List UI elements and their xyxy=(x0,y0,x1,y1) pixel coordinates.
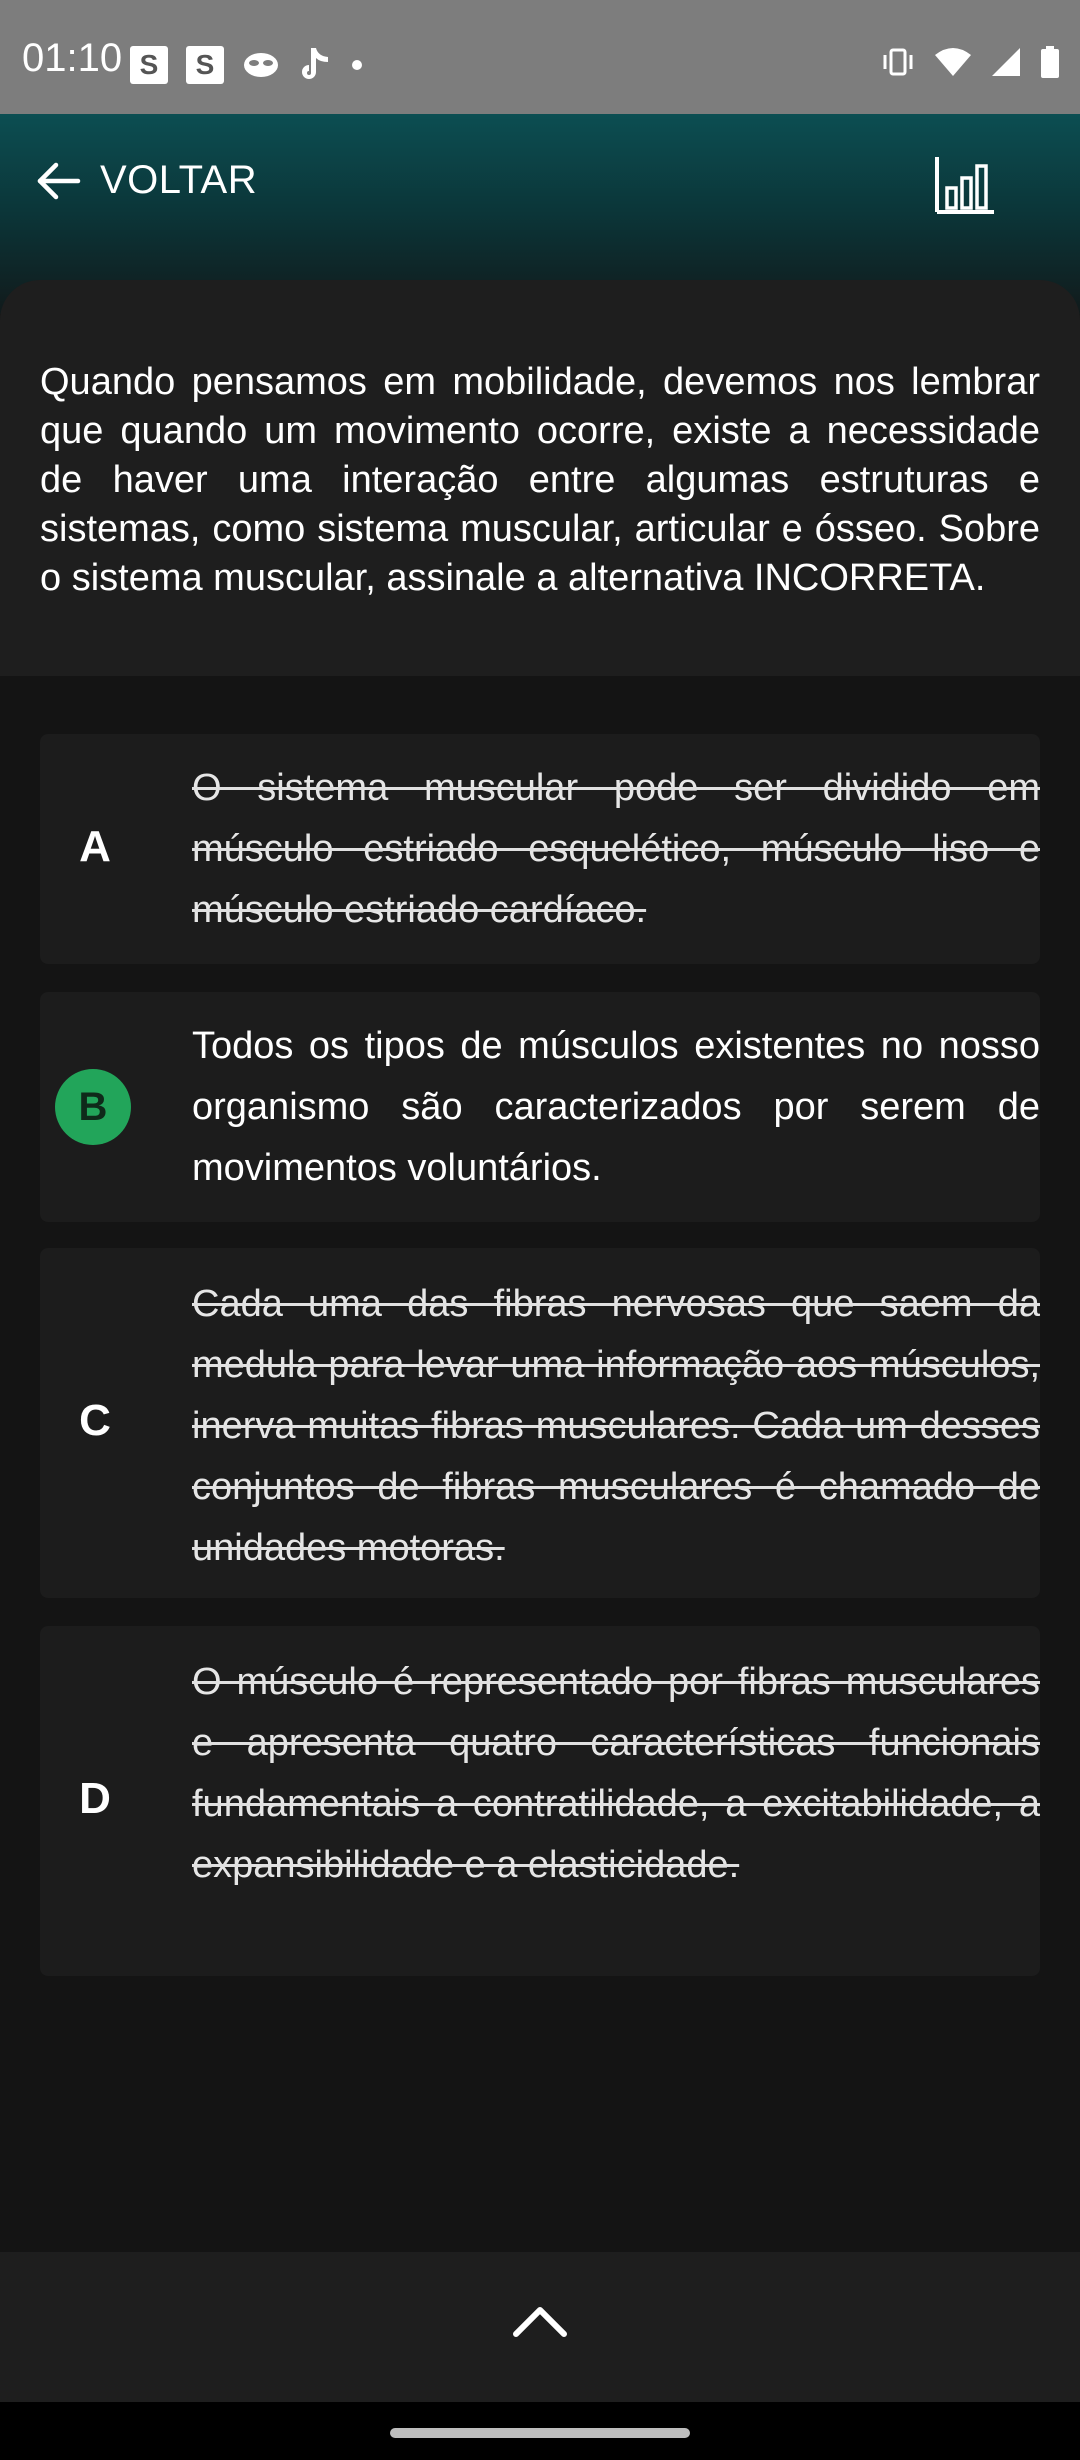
s-app-icon: S xyxy=(130,46,168,84)
option-letter: C xyxy=(79,1396,111,1445)
signal-icon xyxy=(990,47,1022,77)
dot-icon xyxy=(350,58,364,72)
question-card xyxy=(0,280,1080,676)
option-text: Todos os tipos de músculos existentes no nosso organismo são caracterizados por serem de movimentos voluntários. xyxy=(192,1025,1040,1189)
option-text: O sistema muscular pode ser dividido em músculo estriado esquelético, músculo liso e músculo estriado cardíaco. xyxy=(192,767,1040,931)
option-letter-selected-badge: B xyxy=(55,1069,131,1145)
battery-icon xyxy=(1040,46,1060,78)
back-button[interactable] xyxy=(36,158,257,203)
question-text: Quando pensamos em mobilidade, devemos nos lembrar que quando um movimento ocorre, existe a necessidade de haver uma interação entre algumas estruturas e sistemas, como sistema muscular, articular e ósseo. Sobre o sistema muscular, assinale a alternativa INCORRETA. xyxy=(40,361,1040,599)
arrow-left-icon xyxy=(36,161,82,201)
option-a[interactable] xyxy=(40,734,1040,964)
status-time: 01:10 xyxy=(22,36,123,80)
notification-icons xyxy=(130,46,364,84)
wifi-icon xyxy=(934,47,972,77)
chevron-up-icon xyxy=(500,2292,580,2352)
option-letter: D xyxy=(79,1774,111,1823)
bottom-bar xyxy=(0,2252,1080,2402)
tiktok-icon xyxy=(298,46,332,84)
option-letter: A xyxy=(79,822,111,871)
stats-button[interactable] xyxy=(934,154,1004,224)
s-app-icon: S xyxy=(186,46,224,84)
mask-icon xyxy=(242,50,280,80)
status-bar xyxy=(0,0,1080,114)
option-d[interactable] xyxy=(40,1626,1040,1976)
bar-chart-icon xyxy=(934,154,996,216)
option-text: Cada uma das fibras nervosas que saem da medula para levar uma informação aos músculos, inerva muitas fibras musculares. Cada um desses conjuntos de fibras musculares é chamado de unidades motoras. xyxy=(192,1283,1040,1569)
option-c[interactable] xyxy=(40,1248,1040,1598)
option-text: O músculo é representado por fibras musculares e apresenta quatro características funcionais fundamentais a contratilidade, a excitabilidade, a expansibilidade e a elasticidade. xyxy=(192,1661,1040,1886)
system-icons xyxy=(880,46,1060,78)
home-indicator[interactable] xyxy=(390,2428,690,2438)
expand-button[interactable] xyxy=(500,2292,580,2352)
back-label: VOLTAR xyxy=(100,158,258,202)
option-b[interactable] xyxy=(40,992,1040,1222)
vibrate-icon xyxy=(880,47,916,77)
system-nav-bar xyxy=(0,2402,1080,2460)
